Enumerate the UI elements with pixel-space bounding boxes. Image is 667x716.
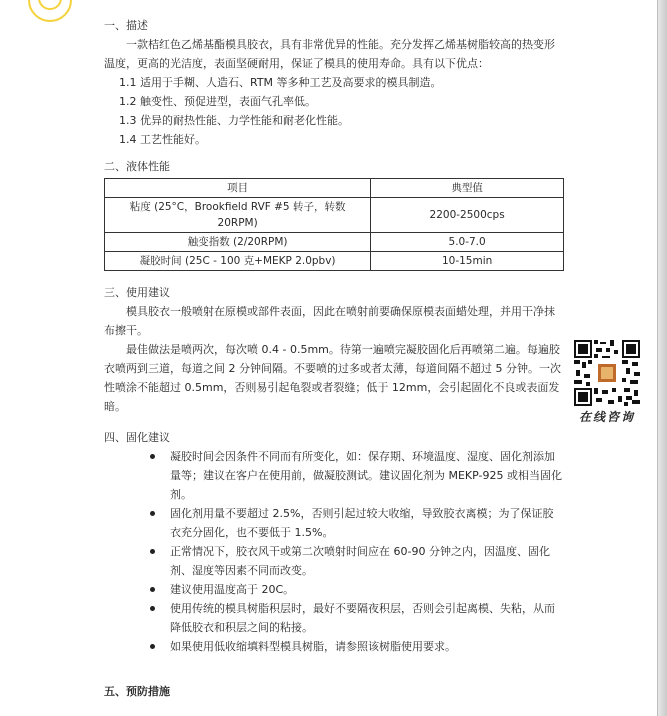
table-cell-value: 2200-2500cps — [371, 198, 564, 233]
section-1-list — [104, 73, 564, 149]
section-1-title: 一、描述 — [104, 19, 148, 32]
bullet-item: 凝胶时间会因条件不同而有所变化，如：保存期、环境温度、湿度、固化剂添加量等；建议在客户在使用前，做凝胶测试。建议固化剂为 MEKP-925 或相当固化剂。 — [148, 447, 564, 504]
list-item: 1.1 适用于手糊、人造石、RTM 等多种工艺及高要求的模具制造。 — [119, 76, 442, 89]
qr-caption: 在线咨询 — [578, 410, 635, 424]
section-3-paragraph-2: 最佳做法是喷两次，每次喷 0.4 - 0.5mm。待第一遍喷完凝胶固化后再喷第二遍。每遍胶衣喷两到三道，每道之间 2 分钟间隔。不要喷的过多或者太薄，每道间隔不超过 5 分钟。一次性喷涂不能超过 0.5mm，否则易引起龟裂或者裂缝；低于 12mm，会引起固化不良或表面发暗。 — [104, 343, 561, 413]
bullet-item: 建议使用温度高于 20C。 — [148, 580, 564, 599]
table-cell-item: 凝胶时间 (25C - 100 克+MEKP 2.0pbv) — [105, 252, 371, 271]
properties-table — [104, 178, 564, 271]
logo-mark — [28, 0, 72, 22]
list-item: 1.3 优异的耐热性能、力学性能和耐老化性能。 — [119, 114, 349, 127]
section-2-title: 二、液体性能 — [104, 160, 170, 173]
bullet-item: 正常情况下，胶衣风干或第二次喷射时间应在 60-90 分钟之内，因温度、固化剂、湿度等因素不同而改变。 — [148, 542, 564, 580]
bullet-item: 固化剂用量不要超过 2.5%，否则引起过较大收缩，导致胶衣离模；为了保证胶衣充分固化，也不要低于 1.5%。 — [148, 504, 564, 542]
bullet-item: 使用传统的模具树脂积层时，最好不要隔夜积层，否则会引起离模、失粘，从而降低胶衣和积层之间的粘接。 — [148, 599, 564, 637]
list-item: 1.4 工艺性能好。 — [119, 133, 206, 146]
section-3-title: 三、使用建议 — [104, 286, 170, 299]
table-cell-item: 粘度 (25°C，Brookfield RVF #5 转子，转数 20RPM) — [105, 198, 371, 233]
section-4-title: 四、固化建议 — [104, 431, 170, 444]
list-item: 1.2 触变性、预促进型，表面气孔率低。 — [119, 95, 316, 108]
qr-consult-widget[interactable] — [574, 340, 640, 425]
table-row — [105, 233, 564, 252]
qr-code-icon[interactable] — [574, 340, 640, 406]
table-row — [105, 198, 564, 233]
table-row — [105, 252, 564, 271]
section-1-intro: 一款桔红色乙烯基酯模具胶衣，具有非常优异的性能。充分发挥乙烯基树脂较高的热变形温度，更高的光洁度，表面坚硬耐用，保证了模具的使用寿命。具有以下优点： — [104, 38, 555, 70]
section-3-paragraph-1: 模具胶衣一般喷射在原模或部件表面，因此在喷射前要确保原模表面蜡处理，并用干净抹布擦干。 — [104, 305, 555, 337]
section-5-title: 五、预防措施 — [104, 685, 170, 698]
table-cell-value: 5.0-7.0 — [371, 233, 564, 252]
section-4-bullets — [104, 447, 564, 656]
column-header-item: 项目 — [105, 179, 371, 198]
bullet-item: 如果使用低收缩填料型模具树脂，请参照该树脂使用要求。 — [148, 637, 564, 656]
document-body — [104, 16, 564, 701]
page-shadow — [658, 0, 667, 716]
table-header-row — [105, 179, 564, 198]
table-cell-item: 触变指数 (2/20RPM) — [105, 233, 371, 252]
table-cell-value: 10-15min — [371, 252, 564, 271]
column-header-value: 典型值 — [371, 179, 564, 198]
